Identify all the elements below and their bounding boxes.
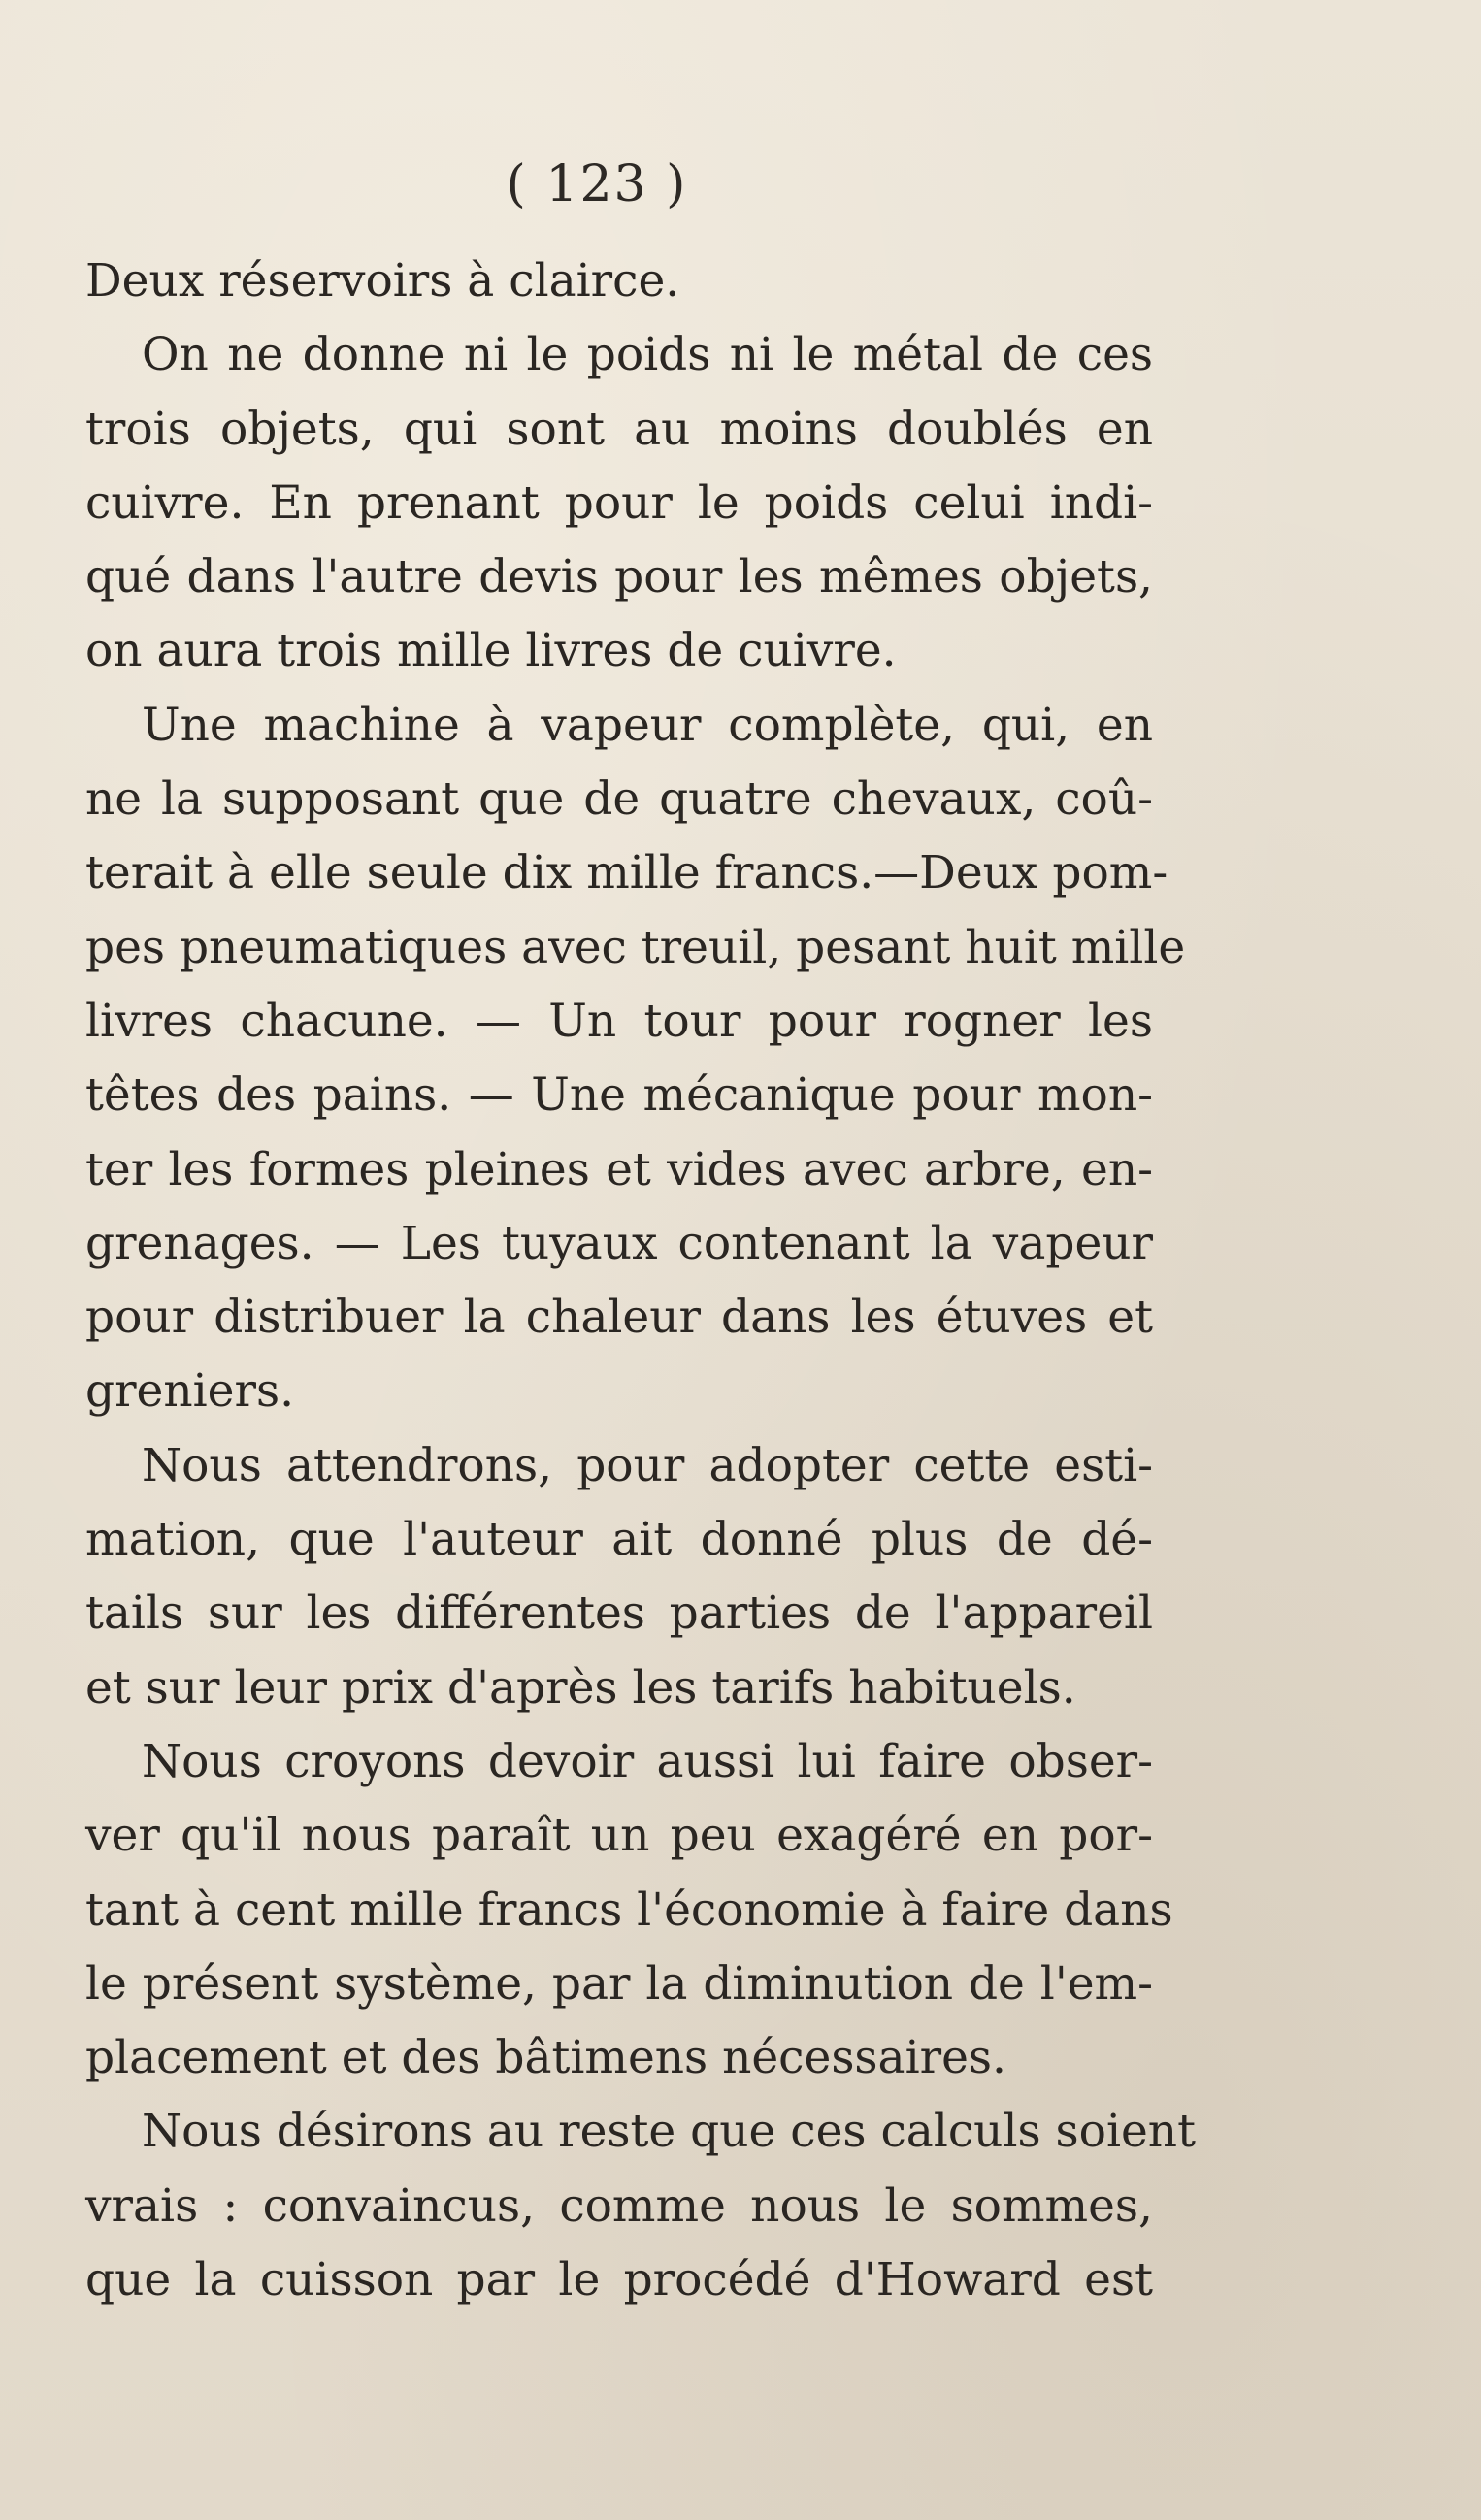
text-line: greniers. [85,1364,295,1419]
text-line: tant à cent mille francs l'économie à faire dans [85,1882,1173,1937]
text-line: Nous désirons au reste que ces calculs soient [142,2105,1196,2159]
text-line: vrais : convaincus, comme nous le sommes, [85,2178,1153,2233]
text-line: ter les formes pleines et vides avec arbre, en- [85,1142,1153,1196]
text-line: on aura trois mille livres de cuivre. [85,624,897,678]
text-line: et sur leur prix d'après les tarifs habituels. [85,1660,1076,1715]
body-text [85,245,1196,2317]
text-line: têtes des pains. — Une mécanique pour mon- [85,1068,1153,1123]
text-line: On ne donne ni le poids ni le métal de ces [142,328,1153,382]
text-line: que la cuisson par le procédé d'Howard est [85,2253,1153,2307]
text-line: placement et des bâtimens nécessaires. [85,2031,1006,2085]
text-line: terait à elle seule dix mille francs.—Deux pom- [85,846,1168,900]
text-line: tails sur les différentes parties de l'appareil [85,1587,1153,1641]
text-line: le présent système, par la diminution de l'em- [85,1956,1153,2011]
text-line: grenages. — Les tuyaux contenant la vapeur [85,1216,1153,1270]
text-line: Nous croyons devoir aussi lui faire obser- [142,1734,1153,1788]
text-line: livres chacune. — Un tour pour rogner les [85,994,1153,1048]
text-line: ne la supposant que de quatre chevaux, coû- [85,772,1153,827]
text-line: cuivre. En prenant pour le poids celui indi- [85,475,1153,530]
text-line: pes pneumatiques avec treuil, pesant huit mille [85,920,1186,974]
text-line: trois objets, qui sont au moins doublés en [85,402,1153,456]
text-line: Nous attendrons, pour adopter cette esti- [142,1438,1153,1492]
text-line: mation, que l'auteur ait donné plus de dé- [85,1513,1153,1567]
text-line: qué dans l'autre devis pour les mêmes objets, [85,550,1153,605]
text-line: pour distribuer la chaleur dans les étuves et [85,1291,1153,1345]
text-line: Deux réservoirs à clairce. [85,254,680,308]
text-line: Une machine à vapeur complète, qui, en [142,698,1153,752]
page-number: ( 123 ) [506,155,688,213]
text-line: ver qu'il nous paraît un peu exagéré en por- [85,1809,1153,1863]
